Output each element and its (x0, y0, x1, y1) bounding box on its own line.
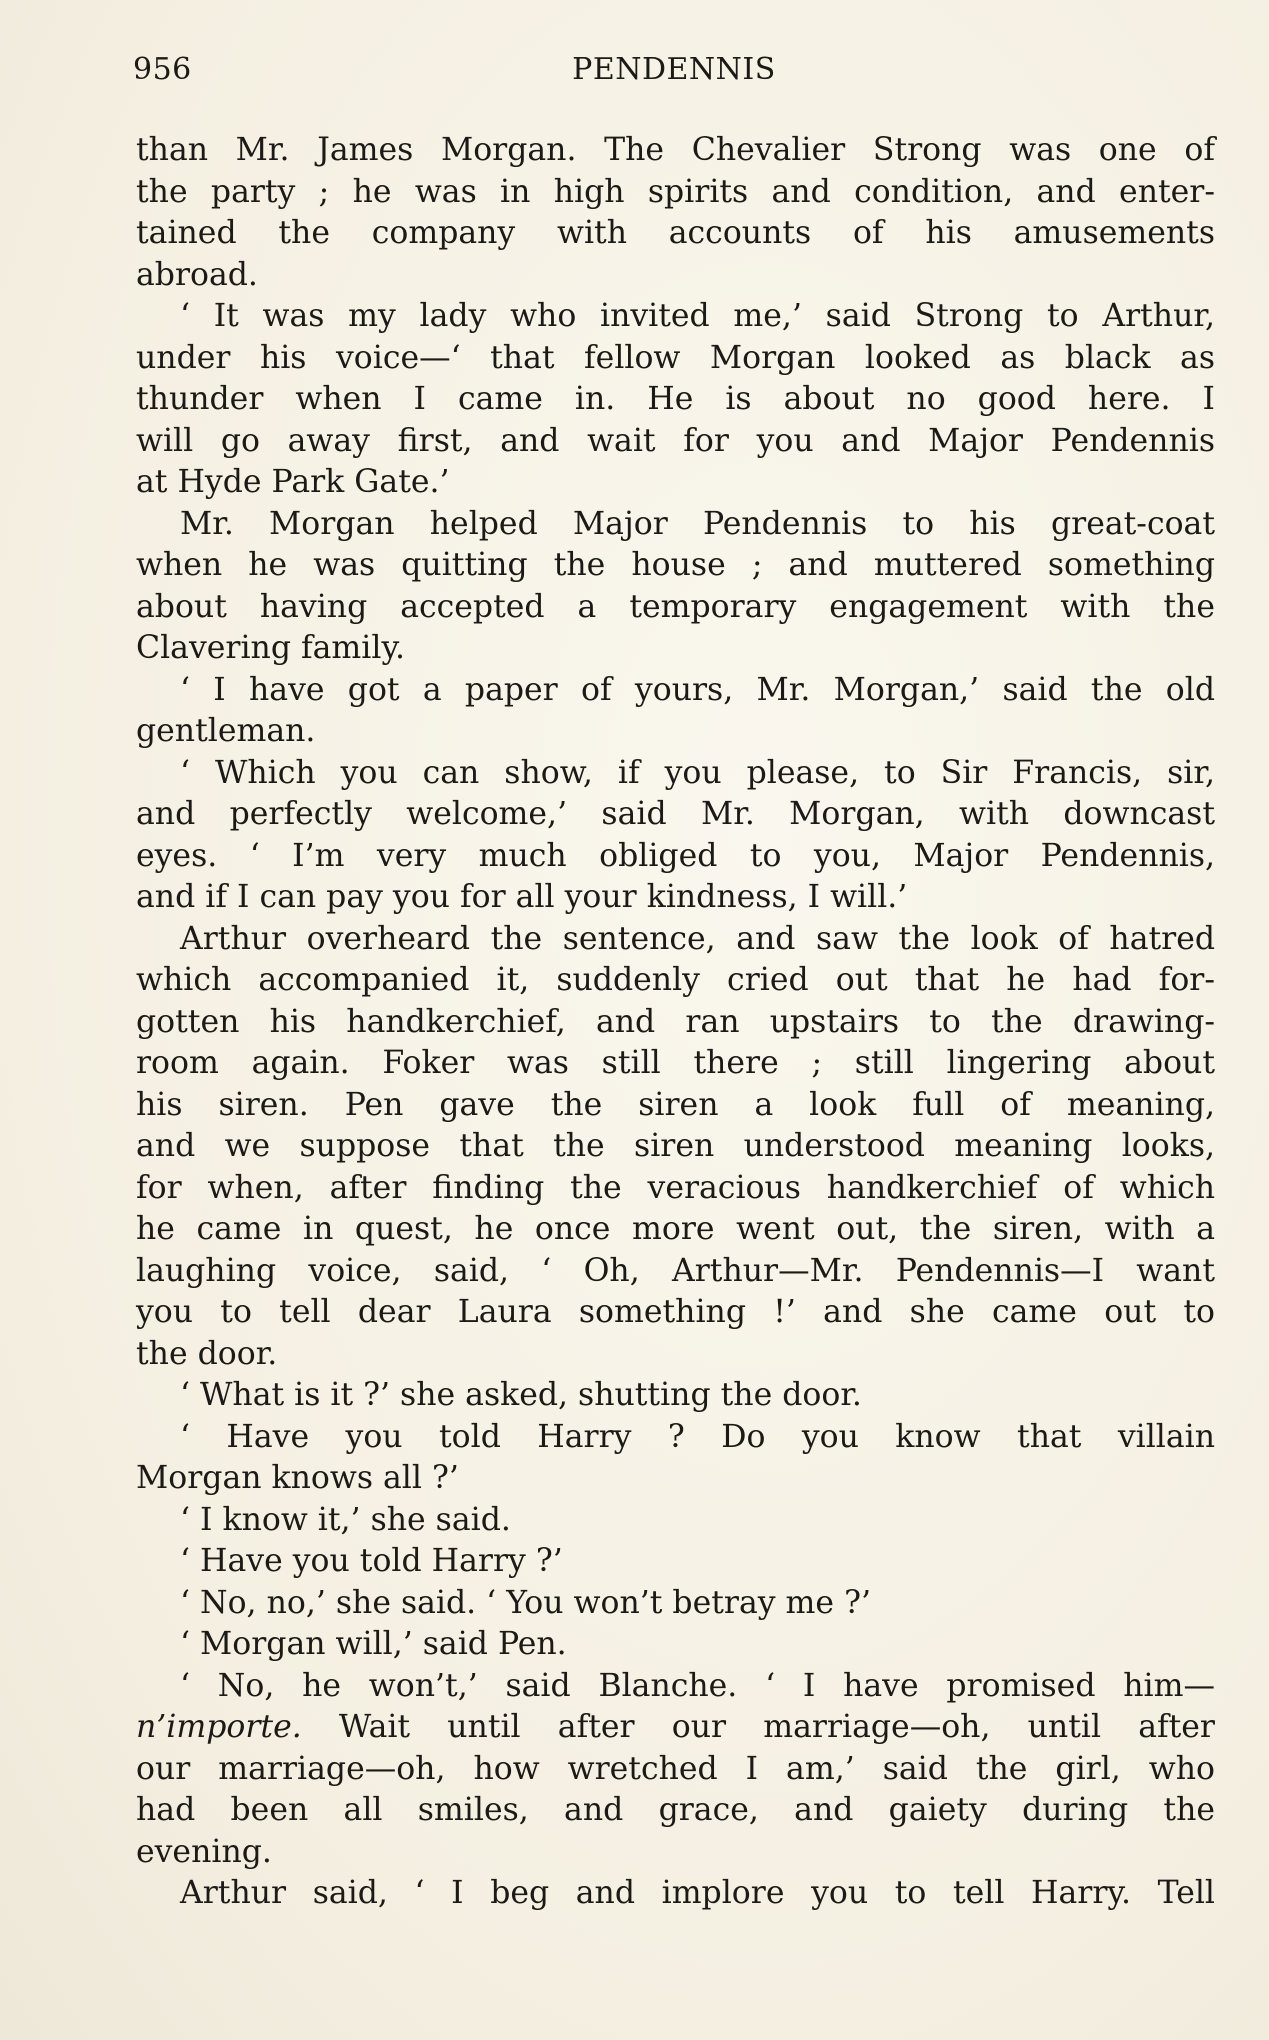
text-line (136, 545, 1215, 587)
text-line (136, 628, 1215, 670)
text-line (136, 1583, 1215, 1625)
text-line (136, 960, 1215, 1002)
text-segment: and if I can pay you for all your kindness, I will.’ (136, 879, 908, 915)
text-segment: ‘ No, no,’ she said. ‘ You won’t betray me ?’ (180, 1584, 871, 1621)
text-segment: laughing voice, said, ‘ Oh, Arthur—Mr. Pendennis—I want (136, 1252, 1215, 1289)
text-segment: about having accepted a temporary engagement with the (136, 588, 1215, 625)
text-line (136, 504, 1215, 546)
text-line (136, 1666, 1215, 1708)
text-line (136, 1375, 1215, 1417)
text-segment: under his voice—‘ that fellow Morgan looked as black as (136, 339, 1215, 376)
text-line (136, 1458, 1215, 1500)
text-line (136, 711, 1215, 753)
text-line (136, 296, 1215, 338)
text-segment: ‘ I know it,’ she said. (180, 1501, 511, 1538)
text-segment: for when, after finding the veracious handkerchief of which (136, 1169, 1215, 1206)
text-segment: when he was quitting the house ; and muttered something (136, 547, 1215, 583)
text-line (136, 1417, 1215, 1459)
text-segment: Wait until after our marriage—oh, until after (301, 1709, 1215, 1745)
text-segment: ‘ No, he won’t,’ said Blanche. ‘ I have promised him— (180, 1667, 1215, 1704)
text-segment: Arthur overheard the sentence, and saw the look of hatred (180, 920, 1215, 957)
text-segment: abroad. (136, 256, 258, 293)
text-segment: ‘ What is it ?’ she asked, shutting the door. (180, 1377, 862, 1413)
text-line (136, 670, 1215, 712)
text-segment: than Mr. James Morgan. The Chevalier Strong was one of (136, 132, 1215, 168)
running-title: PENDENNIS (572, 52, 776, 87)
text-line (136, 794, 1215, 836)
text-line (136, 587, 1215, 629)
text-segment: the party ; he was in high spirits and condition, and enter- (136, 173, 1215, 210)
italic-text-segment: n’importe. (136, 1709, 302, 1745)
text-segment: which accompanied it, suddenly cried out that he had for- (136, 962, 1215, 998)
text-segment: our marriage—oh, how wretched I am,’ said the girl, who (136, 1750, 1215, 1787)
text-line (136, 255, 1215, 297)
text-segment: ‘ Which you can show, if you please, to Sir Francis, sir, (180, 754, 1215, 791)
text-line (136, 1209, 1215, 1251)
text-line (136, 1334, 1215, 1376)
text-line (136, 1168, 1215, 1210)
text-segment: the door. (136, 1335, 278, 1372)
text-segment: Arthur said, ‘ I beg and implore you to tell Harry. Tell (180, 1875, 1215, 1911)
text-line (136, 1873, 1215, 1915)
text-line (136, 213, 1215, 255)
page-header (133, 52, 1215, 102)
text-segment: Morgan knows all ?’ (136, 1460, 459, 1496)
text-line (136, 1043, 1215, 1085)
text-line (136, 1085, 1215, 1127)
text-line (136, 1832, 1215, 1874)
text-segment: ‘ Have you told Harry ? Do you know that villain (180, 1418, 1215, 1455)
text-segment: he came in quest, he once more went out, the siren, with a (136, 1211, 1215, 1247)
text-line (136, 1002, 1215, 1044)
text-line (136, 877, 1215, 919)
text-segment: ‘ Have you told Harry ?’ (180, 1543, 563, 1579)
text-line (136, 753, 1215, 795)
text-line (136, 1500, 1215, 1542)
page-number: 956 (133, 52, 192, 87)
text-segment: will go away first, and wait for you and Major Pendennis (136, 422, 1215, 459)
text-line (136, 919, 1215, 961)
text-segment: Mr. Morgan helped Major Pendennis to his great-coat (180, 505, 1215, 542)
text-line (136, 172, 1215, 214)
text-segment: ‘ Morgan will,’ said Pen. (180, 1626, 567, 1662)
text-line (136, 462, 1215, 504)
text-segment: at Hyde Park Gate.’ (136, 464, 450, 500)
text-segment: gentleman. (136, 713, 316, 749)
text-segment: room again. Foker was still there ; still lingering about (136, 1045, 1215, 1081)
text-segment: evening. (136, 1833, 272, 1870)
text-line (136, 1790, 1215, 1832)
text-line (136, 1749, 1215, 1791)
text-segment: ‘ It was my lady who invited me,’ said Strong to Arthur, (180, 298, 1215, 334)
text-line (136, 1624, 1215, 1666)
body-text (136, 130, 1215, 1915)
text-line (136, 1292, 1215, 1334)
text-segment: you to tell dear Laura something !’ and she came out to (136, 1294, 1215, 1330)
text-segment: and perfectly welcome,’ said Mr. Morgan, with downcast (136, 796, 1215, 832)
text-line (136, 338, 1215, 380)
text-line (136, 836, 1215, 878)
text-line (136, 130, 1215, 172)
text-segment: his siren. Pen gave the siren a look full of meaning, (136, 1086, 1215, 1123)
text-line (136, 1707, 1215, 1749)
text-line (136, 379, 1215, 421)
text-segment: eyes. ‘ I’m very much obliged to you, Major Pendennis, (136, 837, 1215, 874)
text-segment: ‘ I have got a paper of yours, Mr. Morgan,’ said the old (180, 671, 1215, 708)
text-segment: Clavering family. (136, 630, 406, 666)
text-segment: tained the company with accounts of his amusements (136, 215, 1215, 251)
text-segment: gotten his handkerchief, and ran upstairs to the drawing- (136, 1003, 1215, 1040)
text-segment: thunder when I came in. He is about no good here. I (136, 381, 1215, 417)
text-segment: and we suppose that the siren understood meaning looks, (136, 1128, 1215, 1164)
text-segment: had been all smiles, and grace, and gaiety during the (136, 1792, 1215, 1828)
text-line (136, 1541, 1215, 1583)
text-line (136, 421, 1215, 463)
text-line (136, 1126, 1215, 1168)
text-line (136, 1251, 1215, 1293)
